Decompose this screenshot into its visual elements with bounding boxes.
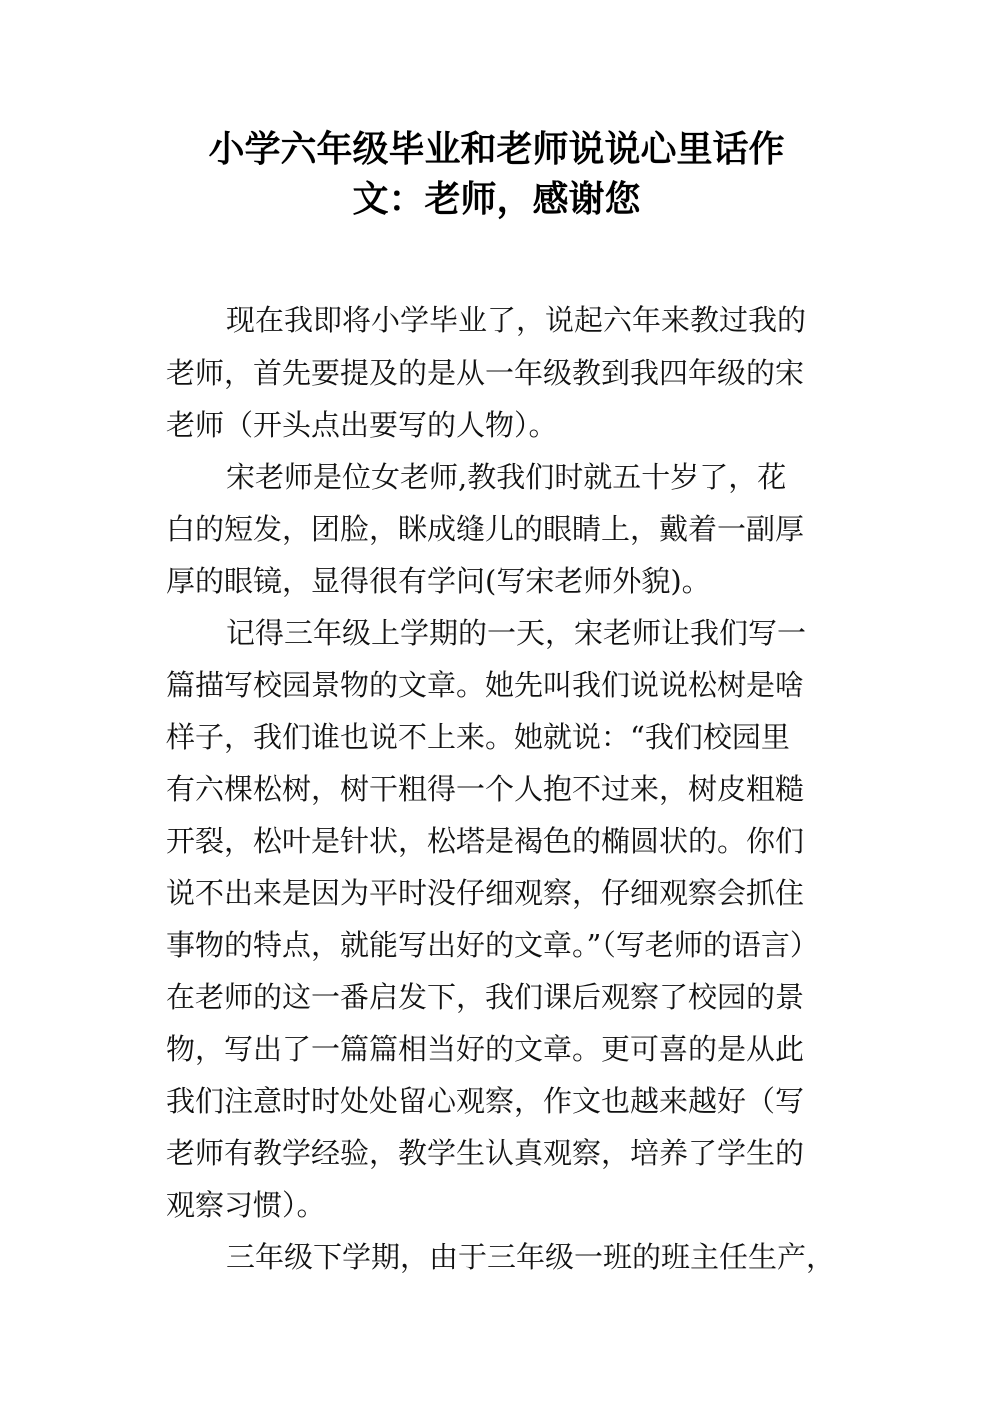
paragraph-2-line-1: 宋老师是位女老师,教我们时就五十岁了，花	[226, 460, 787, 494]
paragraph-4-line-1: 三年级下学期，由于三年级一班的班主任生产，	[226, 1240, 836, 1274]
paragraph-3-line-4: 有六棵松树，树干粗得一个人抱不过来，树皮粗糙	[166, 772, 805, 806]
paragraph-3-line-3: 样子，我们谁也说不上来。她就说：“我们校园里	[166, 720, 790, 754]
paragraph-3-line-5: 开裂，松叶是针状，松塔是褐色的椭圆状的。你们	[166, 824, 805, 858]
paragraph-2-line-3: 厚的眼镜，显得很有学问(写宋老师外貌)。	[166, 564, 711, 598]
paragraph-3-line-8: 在老师的这一番启发下，我们课后观察了校园的景	[166, 980, 805, 1014]
paragraph-1-line-3: 老师（开头点出要写的人物）。	[166, 408, 558, 442]
paragraph-3-line-2: 篇描写校园景物的文章。她先叫我们说说松树是啥	[166, 668, 805, 702]
paragraph-3-line-7: 事物的特点，就能写出好的文章。”（写老师的语言）	[166, 928, 819, 962]
title-line-1: 小学六年级毕业和老师说说心里话作	[208, 129, 785, 170]
paragraph-3-line-12: 观察习惯）。	[166, 1188, 326, 1222]
paragraph-2-line-2: 白的短发，团脸，眯成缝儿的眼睛上，戴着一副厚	[166, 512, 805, 546]
paragraph-3-line-1: 记得三年级上学期的一天，宋老师让我们写一	[226, 616, 807, 650]
paragraph-3-line-6: 说不出来是因为平时没仔细观察，仔细观察会抓住	[166, 876, 805, 910]
paragraph-1-line-2: 老师，首先要提及的是从一年级教到我四年级的宋	[166, 356, 805, 390]
title-line-2: 文：老师，感谢您	[352, 179, 641, 220]
paragraph-3-line-9: 物，写出了一篇篇相当好的文章。更可喜的是从此	[166, 1032, 805, 1066]
paragraph-1-line-1: 现在我即将小学毕业了，说起六年来教过我的	[226, 303, 807, 337]
paragraph-3-line-11: 老师有教学经验，教学生认真观察，培养了学生的	[166, 1136, 805, 1170]
paragraph-3-line-10: 我们注意时时处处留心观察，作文也越来越好（写	[166, 1084, 805, 1118]
